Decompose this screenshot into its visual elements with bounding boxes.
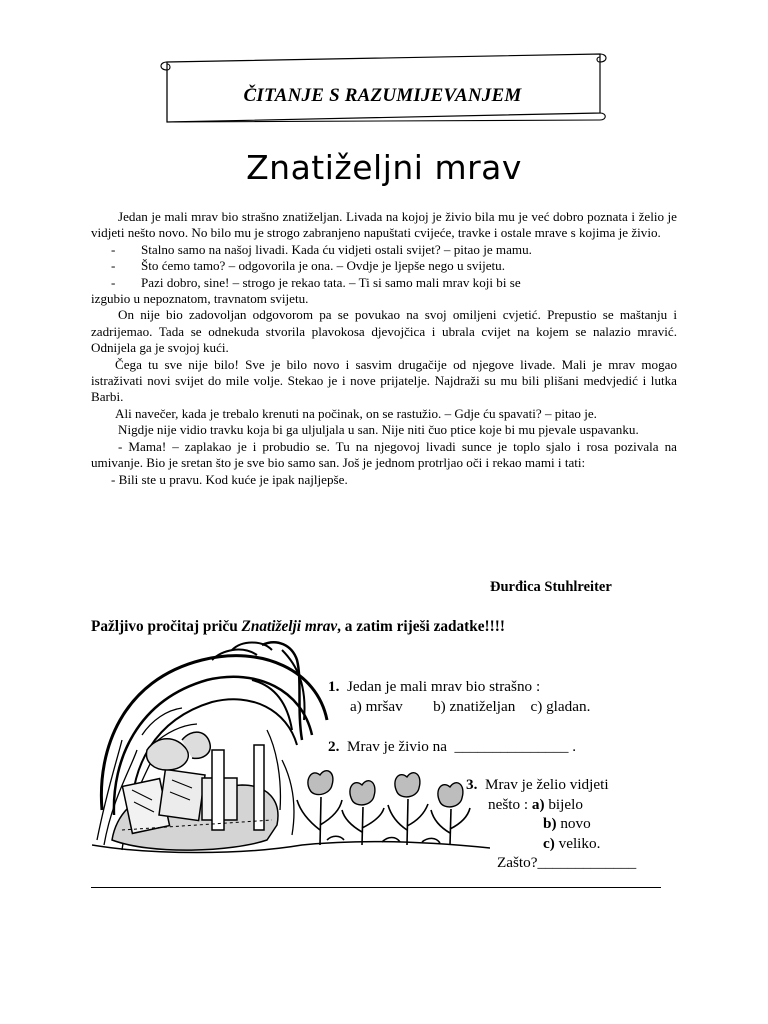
story-paragraph: Čega tu sve nije bilo! Sve je bilo novo i sasvim drugačije od njegove livade. Mali je mrav mogao istraživati novi svijet do mile volje. Stekao je i nove prijatelje. Najdraži su mu bili plišani medvjedić i lutka Barbi. (91, 356, 677, 405)
author-name: Đurđica Stuhlreiter (490, 579, 612, 595)
title-banner-scroll (155, 50, 610, 125)
story-paragraph: Nigdje nije vidio travku koja bi ga uljuljala u san. Nije niti čuo ptice koje bi mu pjevale uspavanku. (118, 422, 639, 438)
dialogue-line: - Pazi dobro, sine! – strogo je rekao tata. – Ti si samo mali mrav koji bi se (111, 274, 521, 290)
question-2: 2. Mrav je živio na _______________ . (328, 738, 577, 755)
ant-flowers-illustration (92, 640, 490, 878)
question-3: 3. Mrav je želio vidjeti nešto : a) bijelo b) novo c) veliko. Zašto?_____________ (466, 776, 637, 871)
page-title: Znatiželjni mrav (246, 148, 522, 187)
story-paragraph: On nije bio zadovoljan odgovorom pa se povukao na svoj omiljeni cvjetić. Prepustio se maštanju i zadrijemao. Tada se odnekuda stvorila plavokosa djevojčica i ubrala cvijet na kojem se nalazio mravić. Odnijela ga je svojoj kući. (91, 307, 677, 356)
task-instruction: Pažljivo pročitaj priču Znatiželji mrav, a zatim riješi zadatke!!!! (91, 618, 505, 635)
dialogue-line: - Stalno samo na našoj livadi. Kada ću vidjeti ostali svijet? – pitao je mamu. (111, 241, 532, 257)
answer-line (91, 887, 661, 888)
dialogue-line: - Što ćemo tamo? – odgovorila je ona. – Ovdje je ljepše nego u svijetu. (111, 258, 505, 274)
story-paragraph: - Mama! – zaplakao je i probudio se. Tu na njegovoj livadi sunce je toplo sjalo i rosa pozivala na umivanje. Bio je sretan što je sve bio samo san. Još je jednom protrljao oči i rekao mami i tati: (91, 438, 677, 471)
banner-title: ČITANJE S RAZUMIJEVANJEM (243, 85, 522, 106)
story-paragraph: Jedan je mali mrav bio strašno znatiželjan. Livada na kojoj je živio bila mu je već dobro poznata i želio je vidjeti nešto novo. No bilo mu je strogo zabranjeno napuštati cvijeće, travke i ostale mrave s kojima je živio. (91, 209, 677, 241)
question-1: 1. Jedan je mali mrav bio strašno : a) mršav b) znatiželjan c) gladan. (328, 678, 591, 715)
story-text (91, 209, 677, 488)
dialogue-continuation: izgubio u nepoznatom, travnatom svijetu. (91, 291, 309, 307)
question-1-options: a) mršav b) znatiželjan c) gladan. (350, 697, 591, 715)
question-3-why: Zašto?_____________ (497, 854, 637, 871)
story-paragraph: - Bili ste u pravu. Kod kuće je ipak najljepše. (111, 471, 348, 487)
story-paragraph: Ali navečer, kada je trebalo krenuti na počinak, on se rastužio. – Gdje ću spavati? – pitao je. (115, 405, 597, 421)
